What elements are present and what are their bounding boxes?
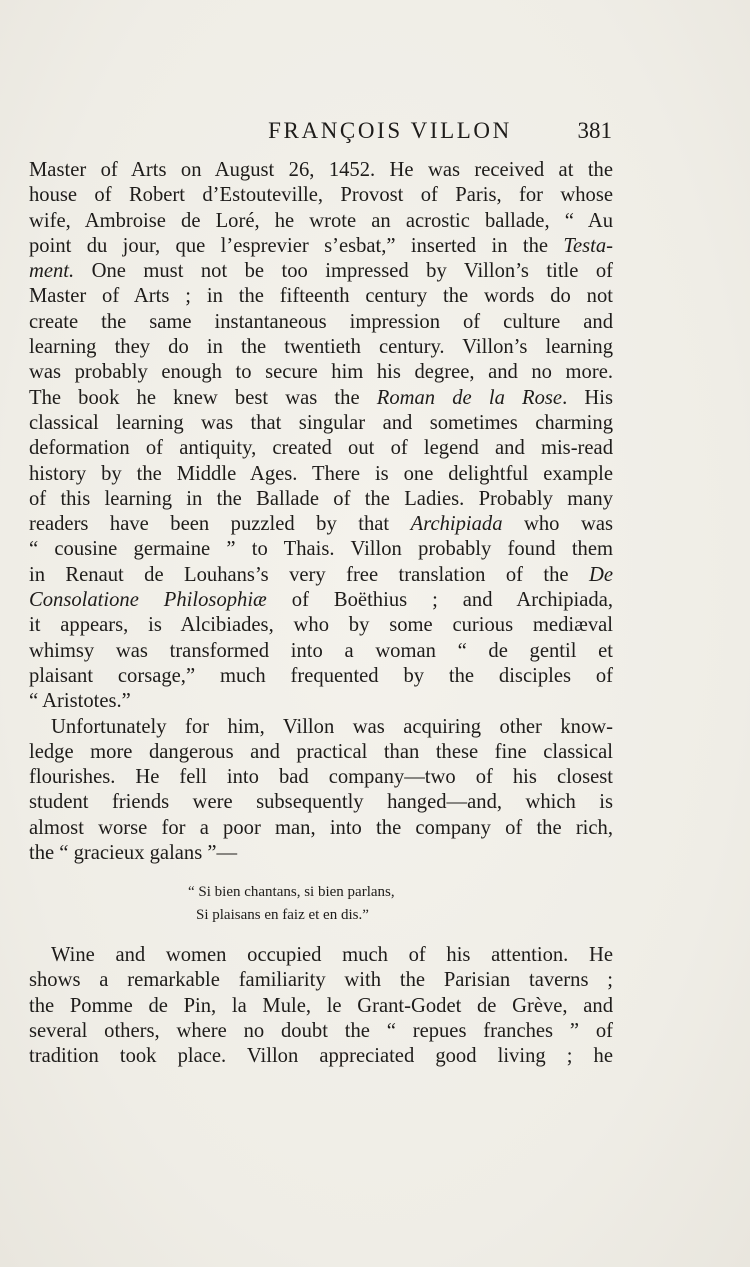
text-line: shows a remarkable familiarity with the Parisian taverns ; xyxy=(29,969,613,992)
text-line: the “ gracieux galans ”— xyxy=(29,842,238,865)
running-title: FRANÇOIS VILLON xyxy=(268,118,512,143)
text-line: wife, Ambroise de Loré, he wrote an acrostic ballade, “ Au xyxy=(29,209,613,232)
italic-title: ment. xyxy=(29,260,75,283)
body-text-upper xyxy=(29,158,613,866)
text-line: almost worse for a poor man, into the company of the rich, xyxy=(29,816,613,839)
verse-quotation xyxy=(188,881,395,927)
text-line: readers have been puzzled by that Archipiada who was xyxy=(29,513,613,536)
verse-line: “ Si bien chantans, si bien parlans, xyxy=(188,884,395,900)
italic-title: Consolatione Philosophiæ xyxy=(29,589,267,612)
text-line: create the same instantaneous impression of culture and xyxy=(29,310,613,333)
text-line: plaisant corsage,” much frequented by the disciples of xyxy=(29,664,613,687)
italic-title: Archipiada xyxy=(410,513,503,536)
text-line: history by the Middle Ages. There is one delightful example xyxy=(29,462,613,485)
body-text-lower xyxy=(29,943,613,1069)
running-head xyxy=(30,118,750,150)
page-number: 381 xyxy=(577,118,612,143)
text-line: classical learning was that singular and sometimes charming xyxy=(29,411,613,434)
text-line: Consolatione Philosophiæ of Boëthius ; and Archipiada, xyxy=(29,589,613,612)
text-line: house of Robert d’Estouteville, Provost of Paris, for whose xyxy=(29,184,613,207)
text-line: was probably enough to secure him his degree, and no more. xyxy=(29,361,613,384)
verse-line: Si plaisans en faiz et en dis.” xyxy=(196,907,369,923)
text-line: whimsy was transformed into a woman “ de gentil et xyxy=(29,639,613,662)
text-line: the Pomme de Pin, la Mule, le Grant-Godet de Grève, and xyxy=(29,994,613,1017)
text-line: “ cousine germaine ” to Thais. Villon probably found them xyxy=(29,538,613,561)
text-line: it appears, is Alcibiades, who by some curious mediæval xyxy=(29,614,613,637)
text-line: Master of Arts on August 26, 1452. He was received at the xyxy=(29,159,613,181)
text-line: Unfortunately for him, Villon was acquiring other know- xyxy=(51,715,613,738)
text-line: point du jour, que l’esprevier s’esbat,” inserted in the Testa- xyxy=(29,234,613,257)
text-line: The book he knew best was the Roman de la Rose. His xyxy=(29,386,613,409)
text-line: Wine and women occupied much of his attention. He xyxy=(51,944,613,966)
text-line: in Renaut de Louhans’s very free translation of the De xyxy=(29,563,613,586)
text-line: learning they do in the twentieth century. Villon’s learning xyxy=(29,336,613,359)
text-line: deformation of antiquity, created out of legend and mis-read xyxy=(29,437,613,460)
text-line: ment. One must not be too impressed by Villon’s title of xyxy=(29,260,613,283)
text-line: tradition took place. Villon appreciated good living ; he xyxy=(29,1045,613,1068)
italic-title: Roman de la Rose xyxy=(376,386,563,409)
text-line: flourishes. He fell into bad company—two of his closest xyxy=(29,766,613,789)
text-line: ledge more dangerous and practical than these fine classical xyxy=(29,740,613,763)
text-line: of this learning in the Ballade of the Ladies. Probably many xyxy=(29,487,613,510)
italic-title: Testa- xyxy=(563,234,613,257)
text-line: “ Aristotes.” xyxy=(29,690,131,713)
italic-title: De xyxy=(588,563,613,586)
text-line: Master of Arts ; in the fifteenth century the words do not xyxy=(29,285,613,308)
text-line: several others, where no doubt the “ repues franches ” of xyxy=(29,1019,613,1042)
text-line: student friends were subsequently hanged—and, which is xyxy=(29,791,613,814)
